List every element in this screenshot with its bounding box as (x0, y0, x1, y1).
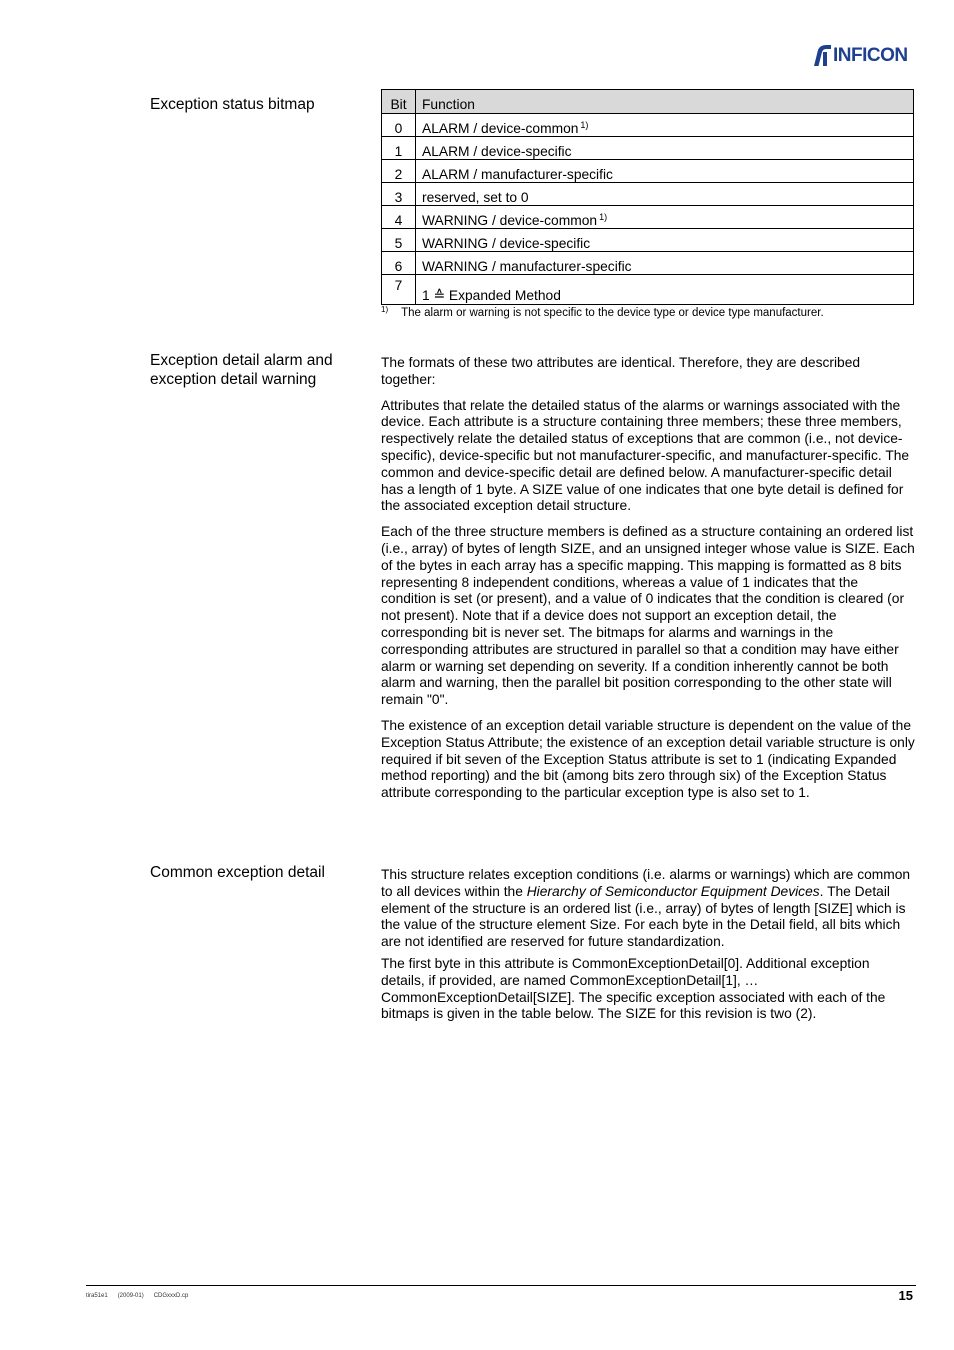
table-row (382, 137, 914, 160)
bit-cell: 5 (382, 229, 416, 252)
exception-detail-body (381, 355, 915, 811)
logo-wordmark: INFICON (833, 45, 908, 66)
paragraph-italic-text: Hierarchy of Semiconductor Equipment Devices (526, 883, 820, 899)
table-header-row (382, 90, 914, 114)
bit-cell: 2 (382, 160, 416, 183)
function-cell: reserved, set to 0 (416, 183, 914, 206)
paragraph: The first byte in this attribute is CommonExceptionDetail[0]. Additional exception details, if provided, are named CommonExceptionDetail[1], … CommonExceptionDetail[SIZE]. The specific exception associated with each of the bitmaps is given in the table below. The SIZE for this revision is two (2). (381, 955, 886, 1022)
function-cell (416, 114, 914, 137)
footer-date: (2009-01) (117, 1293, 144, 1299)
section-label-exception-detail: Exception detail alarm and exception detail warning (150, 352, 333, 388)
table-footnote (381, 303, 915, 320)
exception-status-table (381, 89, 914, 305)
table-row (382, 252, 914, 275)
common-detail-body (381, 867, 915, 1032)
bit-cell: 3 (382, 183, 416, 206)
footnote-mark: 1) (381, 305, 389, 314)
table-row (382, 183, 914, 206)
function-cell: ALARM / device-specific (416, 137, 914, 160)
function-cell: WARNING / device-specific (416, 229, 914, 252)
table-row (382, 275, 914, 305)
paragraph (381, 867, 915, 951)
function-cell: 1 ≙ Expanded Method (416, 275, 914, 305)
inficon-logo (812, 44, 908, 68)
function-text: ALARM / device-common (422, 121, 579, 136)
footer-doc-info (86, 1293, 198, 1299)
column-header-function: Function (416, 90, 914, 114)
footer-doc-id: tira51e1 (86, 1293, 108, 1299)
function-cell: WARNING / manufacturer-specific (416, 252, 914, 275)
bit-cell: 6 (382, 252, 416, 275)
function-text: WARNING / device-common (422, 213, 598, 228)
footer-divider (86, 1285, 916, 1286)
bit-cell: 0 (382, 114, 416, 137)
footer-file: CDGxxxD.cp (153, 1293, 189, 1299)
paragraph: Attributes that relate the detailed status of the alarms or warnings associated with the device. Each attribute is a structure containing three members; these three members, respectively relate the detailed status of exceptions that are common (i.e., not device-specific), device-specific but not manufacturer-specific, and manufacturer-specific. The common and device-specific detail are defined below. A manufacturer-specific detail has a length of 1 byte. A SIZE value of one indicates that one byte detail is defined for the associated exception detail structure. (381, 397, 910, 514)
footnote-text: The alarm or warning is not specific to the device type or device type manufacturer. (401, 307, 824, 319)
paragraph-text: . The Detail element of the structure is an ordered list (i.e., array) of bytes of length [SIZE] which is the value of the structure element Size. For each byte in the Detail field, all bits which are not identified are reserved for future standardization. (381, 883, 906, 950)
inficon-logo-icon (812, 44, 832, 68)
bit-cell: 1 (382, 137, 416, 160)
table-row (382, 160, 914, 183)
table-row (382, 229, 914, 252)
column-header-bit: Bit (382, 90, 416, 114)
section-label-exception-status: Exception status bitmap (150, 96, 315, 113)
function-cell (416, 206, 914, 229)
table-row (382, 114, 914, 137)
section-label-common-detail: Common exception detail (150, 864, 325, 881)
bit-cell: 4 (382, 206, 416, 229)
paragraph-text: This structure relates exception conditions (i.e. alarms or warnings) which are common to all devices within the (381, 867, 911, 899)
function-cell: ALARM / manufacturer-specific (416, 160, 914, 183)
bit-cell: 7 (382, 275, 416, 305)
page-number: 15 (898, 1288, 913, 1303)
paragraph: The formats of these two attributes are identical. Therefore, they are described together: (381, 355, 861, 387)
footnote-ref: 1) (580, 120, 589, 130)
paragraph: The existence of an exception detail variable structure is dependent on the value of the Exception Status Attribute; the existence of an exception detail variable structure is only required if bit seven of the Exception Status attribute is set to 1 (indicating Expanded method reporting) and the bit (among bits zero through six) of the Exception Status attribute corresponding to the particular exception type is also set to 1. (381, 717, 915, 801)
footnote-ref: 1) (599, 212, 608, 222)
table-row (382, 206, 914, 229)
paragraph: Each of the three structure members is defined as a structure containing an ordered list (i.e., array) of bytes of length SIZE, and an unsigned integer whose value is SIZE. Each of the bytes in each array has a specific mapping. This mapping is formatted as 8 bits representing 8 independent conditions, whereas a value of 1 indicates that the condition is set (or present), and a value of 0 indicates that the condition is cleared (or not present). Note that if a device does not support an exception detail, the corresponding bit is never set. The bitmaps for alarms and warnings in the corresponding attributes are structured in parallel so that a condition may have either alarm or warning set depending on severity. If a condition inherently cannot be both alarm and warning, then the parallel bit position corresponding to the other state will remain "0". (381, 524, 915, 708)
